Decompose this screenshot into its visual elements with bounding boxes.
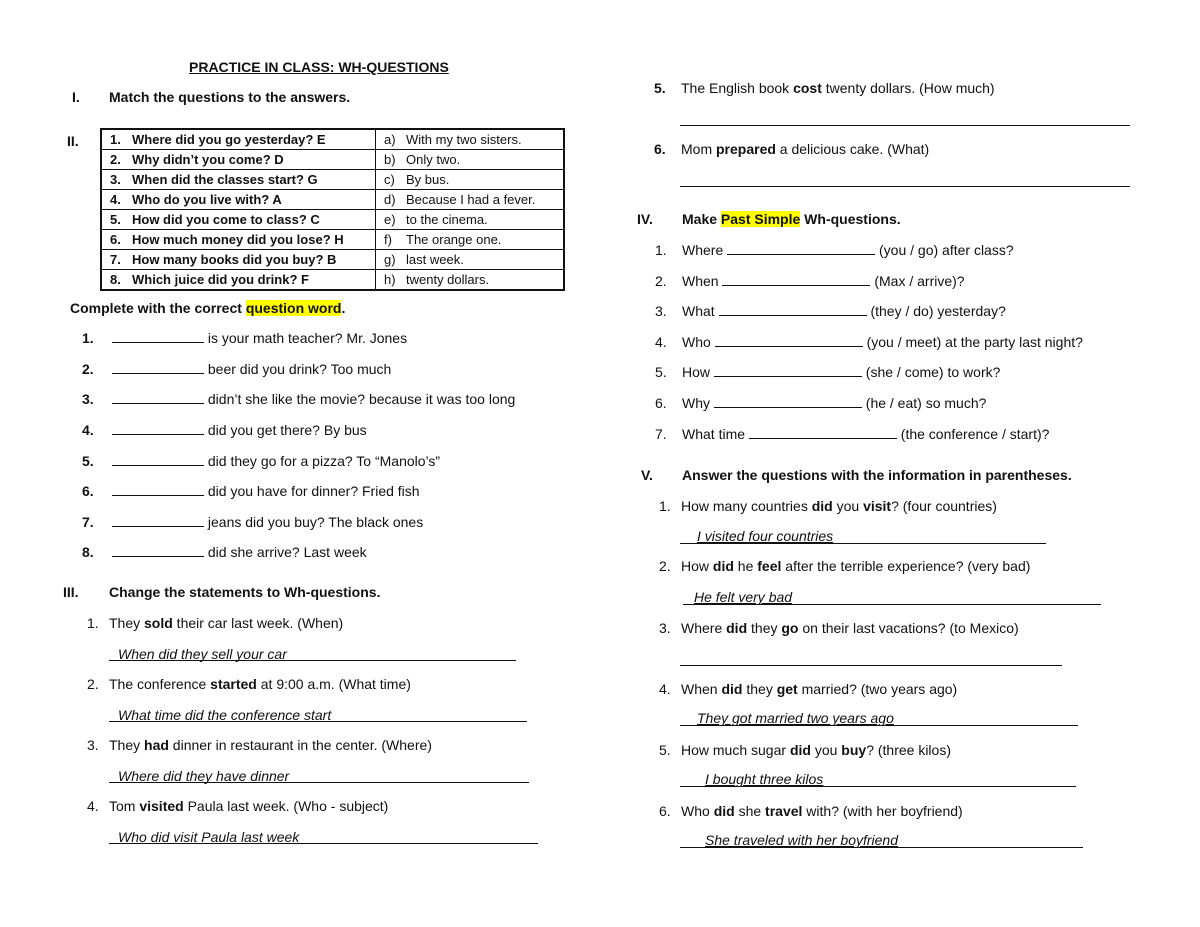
- blank-line[interactable]: [715, 335, 863, 347]
- answer-text: He felt very bad: [694, 589, 793, 605]
- answer-line[interactable]: [680, 186, 1130, 187]
- answer-text: When did they sell your car: [118, 646, 287, 662]
- list-item: 6. Why (he / eat) so much?: [655, 395, 987, 411]
- list-item: 7. jeans did you buy? The black ones: [82, 514, 424, 530]
- answer-cell: a) With my two sisters.: [376, 129, 565, 150]
- list-item: 5. How (she / come) to work?: [655, 364, 1001, 380]
- question-cell: 8. Which juice did you drink? F: [101, 270, 376, 291]
- answer-text: They got married two years ago: [697, 710, 894, 726]
- table-row: [101, 190, 564, 210]
- blank-line[interactable]: [719, 304, 867, 316]
- answer-cell: g) last week.: [376, 250, 565, 270]
- complete-instruction: Complete with the correct question word.: [70, 300, 346, 316]
- list-item: 3. Where did they go on their last vacations? (to Mexico): [659, 620, 1019, 636]
- list-item: 6. Mom prepared a delicious cake. (What): [654, 141, 930, 157]
- list-item: 6. Who did she travel with? (with her boyfriend): [659, 803, 963, 819]
- section-5-number: V.: [641, 467, 653, 483]
- page-title: PRACTICE IN CLASS: WH-QUESTIONS: [189, 59, 449, 75]
- question-cell: 4. Who do you live with? A: [101, 190, 376, 210]
- question-cell: 5. How did you come to class? C: [101, 210, 376, 230]
- blank-line[interactable]: [722, 274, 870, 286]
- list-item: 7. What time (the conference / start)?: [655, 426, 1050, 442]
- list-item: 8. did she arrive? Last week: [82, 544, 367, 560]
- answer-text: I visited four countries: [697, 528, 834, 544]
- table-row: [101, 150, 564, 170]
- list-item: 6. did you have for dinner? Fried fish: [82, 483, 420, 499]
- table-row: [101, 250, 564, 270]
- blank-line[interactable]: [112, 454, 204, 466]
- list-item: 3. They had dinner in restaurant in the center. (Where): [87, 737, 432, 753]
- list-item: 5. The English book cost twenty dollars. (How much): [654, 80, 995, 96]
- blank-line[interactable]: [727, 243, 875, 255]
- answer-text: She traveled with her boyfriend: [705, 832, 898, 848]
- section-3-number: III.: [63, 584, 79, 600]
- list-item: 4. Tom visited Paula last week. (Who - subject): [87, 798, 389, 814]
- list-item: 4. When did they get married? (two years ago): [659, 681, 958, 697]
- answer-cell: f) The orange one.: [376, 230, 565, 250]
- table-row: [101, 230, 564, 250]
- list-item: 2. The conference started at 9:00 a.m. (What time): [87, 676, 411, 692]
- answer-cell: d) Because I had a fever.: [376, 190, 565, 210]
- list-item: 5. How much sugar did you buy? (three kilos): [659, 742, 951, 758]
- question-cell: 1. Where did you go yesterday? E: [101, 129, 376, 150]
- question-cell: 7. How many books did you buy? B: [101, 250, 376, 270]
- list-item: 3. didn’t she like the movie? because it was too long: [82, 391, 516, 407]
- section-2-number: II.: [67, 133, 79, 149]
- table-row: [101, 210, 564, 230]
- blank-line[interactable]: [112, 423, 204, 435]
- blank-line[interactable]: [112, 392, 204, 404]
- list-item: 1. is your math teacher? Mr. Jones: [82, 330, 408, 346]
- section-5-title: Answer the questions with the information in parentheses.: [682, 467, 1072, 483]
- table-row: [101, 270, 564, 291]
- matching-table: [100, 128, 565, 291]
- blank-line[interactable]: [714, 396, 862, 408]
- blank-line[interactable]: [112, 515, 204, 527]
- blank-line[interactable]: [112, 331, 204, 343]
- section-4-number: IV.: [637, 211, 653, 227]
- question-cell: 6. How much money did you lose? H: [101, 230, 376, 250]
- list-item: 1. They sold their car last week. (When): [87, 615, 344, 631]
- list-item: 5. did they go for a pizza? To “Manolo’s”: [82, 453, 441, 469]
- section-1-title: Match the questions to the answers.: [109, 89, 351, 105]
- table-row: [101, 129, 564, 150]
- list-item: 4. did you get there? By bus: [82, 422, 367, 438]
- answer-cell: h) twenty dollars.: [376, 270, 565, 291]
- list-item: 4. Who (you / meet) at the party last night?: [655, 334, 1083, 350]
- table-row: [101, 170, 564, 190]
- answer-text: What time did the conference start: [118, 707, 332, 723]
- blank-line[interactable]: [112, 362, 204, 374]
- blank-line[interactable]: [714, 365, 862, 377]
- list-item: 2. When (Max / arrive)?: [655, 273, 965, 289]
- answer-cell: e) to the cinema.: [376, 210, 565, 230]
- list-item: 3. What (they / do) yesterday?: [655, 303, 1006, 319]
- answer-text: Where did they have dinner: [118, 768, 290, 784]
- section-4-title: Make Past Simple Wh-questions.: [682, 211, 901, 227]
- list-item: 2. beer did you drink? Too much: [82, 361, 392, 377]
- blank-line[interactable]: [112, 484, 204, 496]
- answer-text: Who did visit Paula last week: [118, 829, 300, 845]
- answer-cell: b) Only two.: [376, 150, 565, 170]
- section-1-number: I.: [72, 89, 80, 105]
- answer-text: I bought three kilos: [705, 771, 824, 787]
- section-3-title: Change the statements to Wh-questions.: [109, 584, 381, 600]
- list-item: 2. How did he feel after the terrible experience? (very bad): [659, 558, 1031, 574]
- blank-line[interactable]: [749, 427, 897, 439]
- answer-line[interactable]: [680, 125, 1130, 126]
- list-item: 1. Where (you / go) after class?: [655, 242, 1014, 258]
- question-cell: 2. Why didn’t you come? D: [101, 150, 376, 170]
- blank-line[interactable]: [112, 545, 204, 557]
- answer-cell: c) By bus.: [376, 170, 565, 190]
- answer-line[interactable]: [680, 665, 1062, 666]
- question-cell: 3. When did the classes start? G: [101, 170, 376, 190]
- list-item: 1. How many countries did you visit? (four countries): [659, 498, 997, 514]
